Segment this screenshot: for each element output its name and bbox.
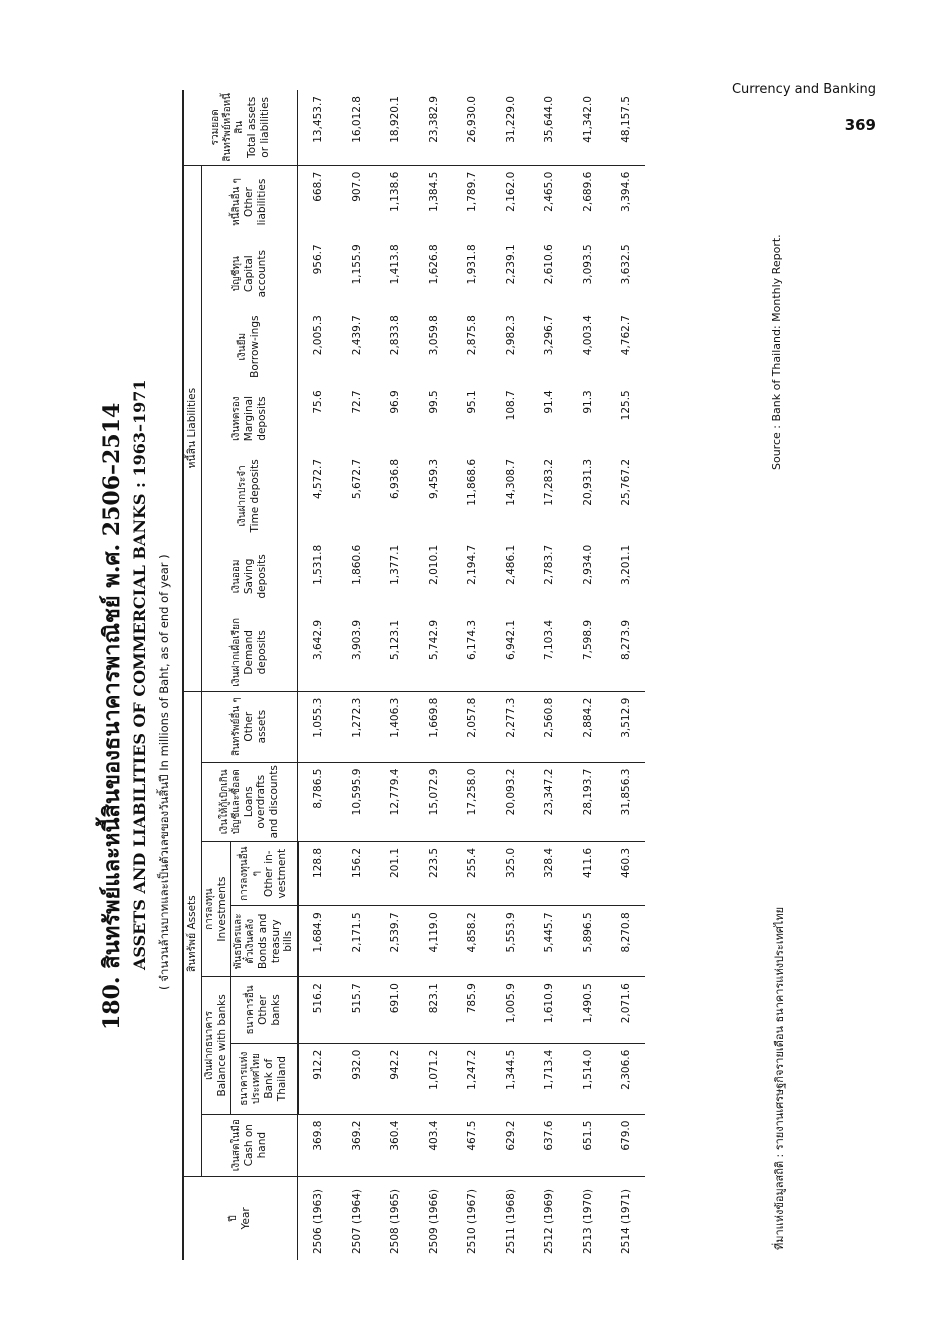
value-cell: 5,445.7: [530, 906, 569, 977]
value-cell: 3,512.9: [607, 691, 646, 762]
assets-liabilities-table: [182, 90, 645, 1260]
value-cell: 1,155.9: [350, 244, 363, 285]
value-cell: 2,875.8: [466, 315, 479, 356]
value-cell: 31,229.0: [491, 90, 530, 165]
year-cell: 2512 (1969): [543, 1189, 556, 1254]
value-cell: 255.4: [453, 841, 492, 905]
value-cell: 1,272.3: [337, 691, 376, 762]
value-cell: 3,093.5: [581, 244, 594, 285]
value-cell: 2,610.6: [543, 244, 556, 285]
value-cell: 2,194.7: [466, 544, 479, 585]
col-saving-deposits: เงินออม Saving deposits: [201, 539, 298, 614]
year-cell: 2507 (1964): [350, 1189, 363, 1254]
group-assets: สินทรัพย์ Assets: [183, 691, 201, 1176]
value-cell: 35,644.0: [530, 90, 569, 165]
value-cell: 325.0: [491, 841, 530, 905]
value-cell: 5,123.1: [376, 614, 415, 691]
table-row: [337, 90, 376, 1260]
value-cell: 2,982.3: [504, 315, 517, 356]
col-other-assets: สินทรัพย์อื่น ๆ Other assets: [201, 691, 298, 762]
value-cell: 1,669.8: [414, 691, 453, 762]
value-cell: 3,394.6: [620, 171, 633, 212]
value-cell: 637.6: [530, 1114, 569, 1176]
value-cell: 411.6: [568, 841, 607, 905]
value-cell: 2,560.8: [530, 691, 569, 762]
value-cell: 1,514.0: [568, 1043, 607, 1114]
col-other-investment: การลงทุนอื่น ๆ Other in-vestment: [231, 841, 298, 905]
value-cell: 17,258.0: [453, 762, 492, 841]
value-cell: 17,283.2: [543, 458, 556, 506]
value-cell: 4,572.7: [311, 458, 324, 500]
value-cell: 3,201.1: [620, 544, 633, 585]
value-cell: 23,382.9: [414, 90, 453, 165]
value-cell: 1,789.7: [466, 171, 479, 212]
value-cell: 3,903.9: [337, 614, 376, 691]
value-cell: 2,010.1: [427, 544, 440, 585]
value-cell: 91.4: [543, 390, 556, 414]
value-cell: 691.0: [376, 977, 415, 1044]
value-cell: 99.5: [427, 390, 440, 414]
value-cell: 156.2: [337, 841, 376, 905]
value-cell: 11,868.6: [466, 458, 479, 506]
value-cell: 31,856.3: [607, 762, 646, 841]
year-cell: 2508 (1965): [389, 1189, 402, 1254]
value-cell: 9,459.3: [427, 458, 440, 500]
table-body: [298, 90, 646, 1260]
value-cell: 4,858.2: [453, 906, 492, 977]
value-cell: 942.2: [376, 1043, 415, 1114]
table-row: [607, 90, 646, 1260]
value-cell: 2,465.0: [543, 171, 556, 212]
value-cell: 201.1: [376, 841, 415, 905]
value-cell: 10,595.9: [337, 762, 376, 841]
value-cell: 13,453.7: [298, 90, 338, 165]
table-row: [491, 90, 530, 1260]
value-cell: 460.3: [607, 841, 646, 905]
value-cell: 328.4: [530, 841, 569, 905]
year-cell: 2511 (1968): [504, 1189, 517, 1254]
value-cell: 7,598.9: [568, 614, 607, 691]
value-cell: 823.1: [414, 977, 453, 1044]
value-cell: 467.5: [453, 1114, 492, 1176]
value-cell: 932.0: [337, 1043, 376, 1114]
value-cell: 95.1: [466, 390, 479, 414]
value-cell: 3,642.9: [298, 614, 338, 691]
value-cell: 5,896.5: [568, 906, 607, 977]
value-cell: 4,762.7: [620, 315, 633, 356]
col-other-liabilities: หนี้สินอื่น ๆ Other liabilities: [201, 165, 298, 238]
value-cell: 1,377.1: [389, 544, 402, 585]
value-cell: 128.8: [298, 841, 338, 905]
value-cell: 26,930.0: [453, 90, 492, 165]
value-cell: 6,936.8: [389, 458, 402, 500]
group-liabilities: หนี้สิน Liabilities: [183, 165, 201, 691]
value-cell: 2,884.2: [568, 691, 607, 762]
value-cell: 515.7: [337, 977, 376, 1044]
value-cell: 2,539.7: [376, 906, 415, 977]
value-cell: 1,384.5: [427, 171, 440, 212]
group-balance-with-banks: เงินฝากธนาคาร Balance with banks: [201, 977, 231, 1114]
value-cell: 1,713.4: [530, 1043, 569, 1114]
value-cell: 4,003.4: [581, 315, 594, 356]
value-cell: 1,406.3: [376, 691, 415, 762]
value-cell: 1,344.5: [491, 1043, 530, 1114]
value-cell: 28,193.7: [568, 762, 607, 841]
value-cell: 75.6: [311, 390, 324, 414]
value-cell: 369.8: [298, 1114, 338, 1176]
col-total: รวมยอดสินทรัพย์หรือหนี้สิน Total assets or liabilities: [183, 90, 298, 165]
value-cell: 5,672.7: [350, 458, 363, 500]
value-cell: 369.2: [337, 1114, 376, 1176]
value-cell: 2,306.6: [607, 1043, 646, 1114]
col-bonds: พันธบัตรและตั๋วเงินคลัง Bonds and treasury bills: [231, 906, 298, 977]
value-cell: 1,610.9: [530, 977, 569, 1044]
value-cell: 2,057.8: [453, 691, 492, 762]
value-cell: 1,138.6: [389, 171, 402, 212]
value-cell: 91.3: [581, 390, 594, 414]
value-cell: 8,273.9: [607, 614, 646, 691]
page-number: 369: [844, 116, 876, 134]
value-cell: 48,157.5: [607, 90, 646, 165]
value-cell: 96.9: [389, 390, 402, 414]
value-cell: 1,413.8: [389, 244, 402, 285]
col-demand-deposits: เงินฝากเผื่อเรียก Demand deposits: [201, 614, 298, 691]
value-cell: 1,490.5: [568, 977, 607, 1044]
col-marginal-deposits: เงินทดรอง Marginal deposits: [201, 384, 298, 453]
value-cell: 2,486.1: [504, 544, 517, 585]
value-cell: 18,920.1: [376, 90, 415, 165]
value-cell: 125.5: [620, 390, 633, 421]
value-cell: 14,308.7: [504, 458, 517, 506]
value-cell: 2,239.1: [504, 244, 517, 285]
value-cell: 1,071.2: [414, 1043, 453, 1114]
value-cell: 668.7: [311, 171, 324, 202]
value-cell: 907.0: [350, 171, 363, 202]
value-cell: 360.4: [376, 1114, 415, 1176]
value-cell: 2,833.8: [389, 315, 402, 356]
value-cell: 108.7: [504, 390, 517, 421]
value-cell: 16,012.8: [337, 90, 376, 165]
value-cell: 1,055.3: [298, 691, 338, 762]
year-cell: 2510 (1967): [466, 1189, 479, 1254]
col-year: ปี Year: [183, 1176, 298, 1260]
value-cell: 912.2: [298, 1043, 338, 1114]
value-cell: 5,742.9: [414, 614, 453, 691]
year-cell: 2506 (1963): [311, 1189, 324, 1254]
value-cell: 23,347.2: [530, 762, 569, 841]
value-cell: 1,931.8: [466, 244, 479, 285]
col-loans: เงินให้กู้เบิกเกินบัญชีและซื้อลด Loans overdrafts and discounts: [201, 762, 298, 841]
value-cell: 2,005.3: [311, 315, 324, 356]
value-cell: 1,684.9: [298, 906, 338, 977]
value-cell: 8,270.8: [607, 906, 646, 977]
value-cell: 2,277.3: [491, 691, 530, 762]
value-cell: 2,689.6: [581, 171, 594, 212]
value-cell: 1,005.9: [491, 977, 530, 1044]
source-note-thai: ที่มาแห่งข้อมูลสถิติ : รายงานเศรษฐกิจรายเดือน ธนาคารแห่งประเทศไทย: [773, 906, 786, 1250]
col-time-deposits: เงินฝากประจำ Time deposits: [201, 453, 298, 539]
value-cell: 629.2: [491, 1114, 530, 1176]
table-row: [453, 90, 492, 1260]
value-cell: 2,171.5: [337, 906, 376, 977]
value-cell: 785.9: [453, 977, 492, 1044]
value-cell: 6,174.3: [453, 614, 492, 691]
value-cell: 2,162.0: [504, 171, 517, 212]
table-row: [530, 90, 569, 1260]
table-title-english: ASSETS AND LIABILITIES OF COMMERCIAL BANKS : 1963–1971: [130, 379, 149, 970]
value-cell: 1,860.6: [350, 544, 363, 585]
table-row: [568, 90, 607, 1260]
year-cell: 2513 (1970): [581, 1189, 594, 1254]
value-cell: 2,934.0: [581, 544, 594, 585]
table-subtitle: ( จำนวนล้านบาทและเป็นตัวเลขของวันสิ้นปี In millions of Baht, as of end of year ): [157, 554, 171, 990]
value-cell: 2,071.6: [607, 977, 646, 1044]
table-title-thai: 180. สินทรัพย์และหนี้สินของธนาคารพาณิชย์ พ.ศ. 2506–2514: [99, 402, 125, 1030]
col-capital-accounts: บัญชีทุน Capital accounts: [201, 238, 298, 309]
value-cell: 403.4: [414, 1114, 453, 1176]
value-cell: 20,931.3: [581, 458, 594, 506]
value-cell: 2,783.7: [543, 544, 556, 585]
running-header-section: Currency and Banking: [731, 82, 876, 97]
value-cell: 516.2: [298, 977, 338, 1044]
value-cell: 223.5: [414, 841, 453, 905]
value-cell: 12,779.4: [376, 762, 415, 841]
value-cell: 8,786.5: [298, 762, 338, 841]
value-cell: 72.7: [350, 390, 363, 414]
value-cell: 15,072.9: [414, 762, 453, 841]
table-row: [298, 90, 338, 1260]
col-borrowings: เงินยืม Borrow-ings: [201, 309, 298, 384]
value-cell: 2,439.7: [350, 315, 363, 356]
value-cell: 20,093.2: [491, 762, 530, 841]
table-row: [414, 90, 453, 1260]
value-cell: 3,296.7: [543, 315, 556, 356]
value-cell: 3,632.5: [620, 244, 633, 285]
value-cell: 3,059.8: [427, 315, 440, 356]
value-cell: 4,119.0: [414, 906, 453, 977]
group-investments: การลงทุน Investments: [201, 841, 231, 976]
value-cell: 956.7: [311, 244, 324, 275]
value-cell: 41,342.0: [568, 90, 607, 165]
rotated-table-page: [60, 80, 820, 1260]
value-cell: 6,942.1: [491, 614, 530, 691]
year-cell: 2509 (1966): [427, 1189, 440, 1254]
value-cell: 7,103.4: [530, 614, 569, 691]
value-cell: 679.0: [607, 1114, 646, 1176]
year-cell: 2514 (1971): [620, 1189, 633, 1254]
value-cell: 1,626.8: [427, 244, 440, 285]
col-cash-on-hand: เงินสดในมือ Cash on hand: [201, 1114, 298, 1176]
source-note-english: Source : Bank of Thailand: Monthly Report.: [770, 234, 783, 470]
value-cell: 1,247.2: [453, 1043, 492, 1114]
col-other-banks: ธนาคารอื่น Other banks: [231, 977, 298, 1044]
col-bank-of-thailand: ธนาคารแห่งประเทศไทย Bank of Thailand: [231, 1043, 298, 1114]
value-cell: 25,767.2: [620, 458, 633, 506]
value-cell: 1,531.8: [311, 544, 324, 585]
value-cell: 651.5: [568, 1114, 607, 1176]
value-cell: 5,553.9: [491, 906, 530, 977]
table-row: [376, 90, 415, 1260]
